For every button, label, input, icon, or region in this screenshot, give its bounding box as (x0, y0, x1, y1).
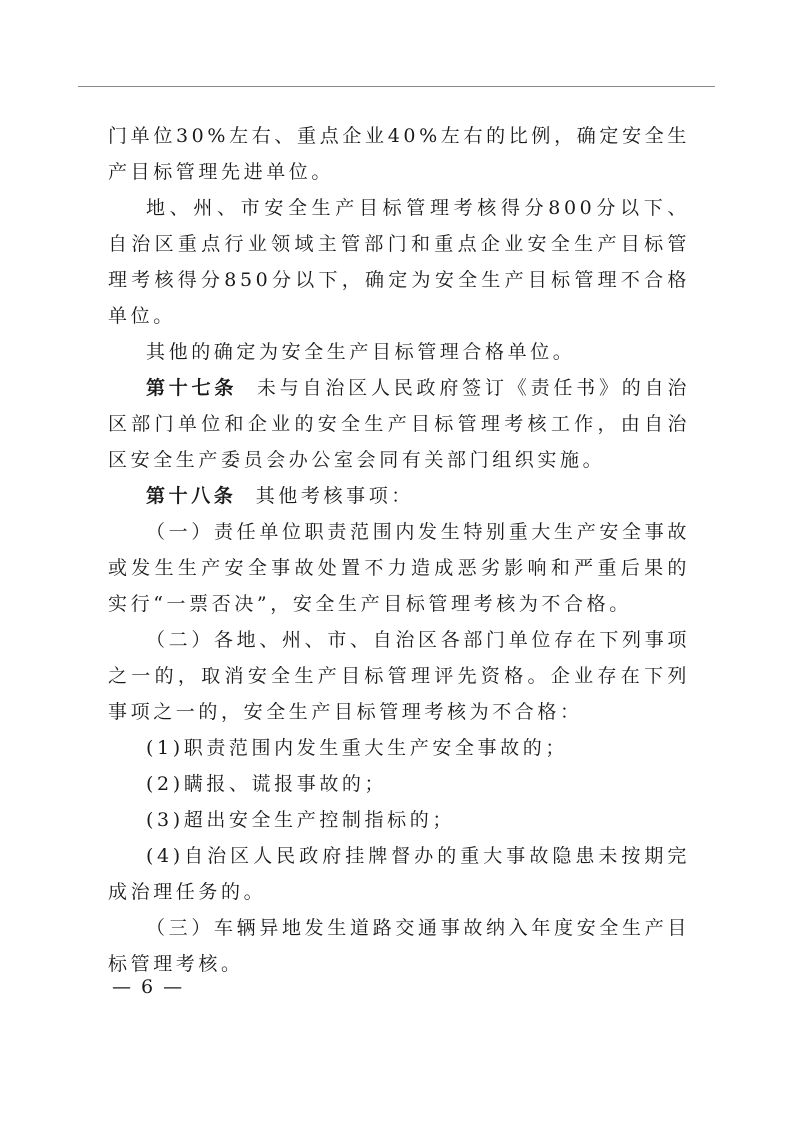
paragraph-text: 未与自治区人民政府签订《责任书》的自治区部门单位和企业的安全生产目标管理考核工作，由自治区安全生产委员会办公室会同有关部门组织实施。 (108, 377, 691, 471)
paragraph (108, 514, 690, 622)
paragraph-text: (2)瞒报、谎报事故的； (146, 773, 388, 795)
article-heading: 第十七条 (146, 377, 238, 399)
paragraph (108, 118, 690, 190)
list-item (108, 802, 690, 838)
paragraph (108, 910, 690, 982)
paragraph-text: 其他的确定为安全生产目标管理合格单位。 (146, 341, 576, 363)
paragraph-text: （三）车辆异地发生道路交通事故纳入年度安全生产目标管理考核。 (108, 917, 690, 975)
document-body (108, 118, 690, 982)
article-heading: 第十八条 (146, 485, 237, 507)
page-number: — 6 — (112, 976, 185, 998)
list-item (108, 838, 690, 910)
paragraph (108, 622, 690, 730)
list-item (108, 730, 690, 766)
article-17 (108, 370, 690, 478)
paragraph-text: (4)自治区人民政府挂牌督办的重大事故隐患未按期完成治理任务的。 (108, 845, 690, 903)
header-rule (78, 86, 715, 87)
paragraph-text: (3)超出安全生产控制指标的； (146, 809, 455, 831)
article-18 (108, 478, 690, 514)
list-item (108, 766, 690, 802)
paragraph (108, 190, 690, 334)
paragraph (108, 334, 690, 370)
paragraph-text: （一）责任单位职责范围内发生特别重大生产安全事故或发生生产安全事故处置不力造成恶劣影响和严重后果的实行“一票否决”，安全生产目标管理考核为不合格。 (108, 521, 690, 615)
paragraph-text: 其他考核事项： (255, 485, 414, 507)
paragraph-text: （二）各地、州、市、自治区各部门单位存在下列事项之一的，取消安全生产目标管理评先资格。企业存在下列事项之一的，安全生产目标管理考核为不合格： (108, 629, 690, 723)
paragraph-text: 门单位30%左右、重点企业40%左右的比例，确定安全生产目标管理先进单位。 (108, 125, 690, 183)
paragraph-text: (1)职责范围内发生重大生产安全事故的； (146, 737, 568, 759)
paragraph-text: 地、州、市安全生产目标管理考核得分800分以下、自治区重点行业领域主管部门和重点企业安全生产目标管理考核得分850分以下，确定为安全生产目标管理不合格单位。 (108, 197, 690, 327)
